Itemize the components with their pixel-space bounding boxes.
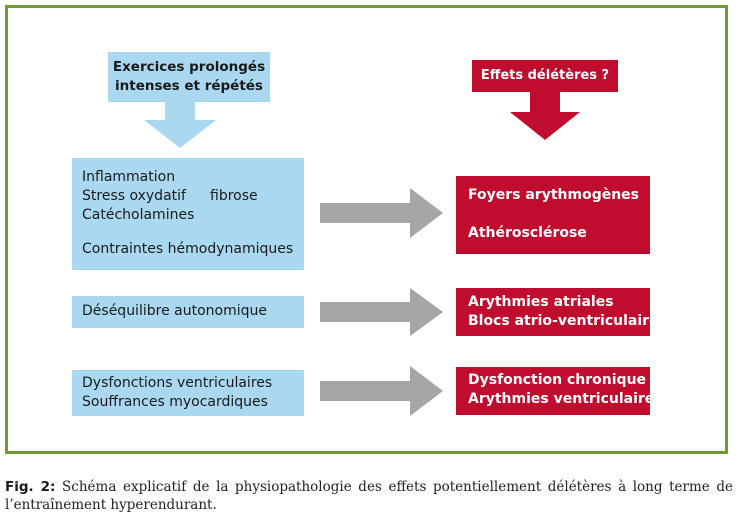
row1-right-box [456,176,650,254]
figure-caption [5,478,733,514]
row3-cause-2: Souffrances myocardiques [82,394,268,410]
row1-arrow [320,188,443,238]
row2-arrow [320,288,443,336]
row2-effect-1: Arythmies atriales [468,294,614,310]
row3-left-box [72,370,304,416]
cause-box [108,52,270,102]
row2-right-box [456,288,667,336]
row1-left-box [72,158,304,270]
cause-line-1: Exercices prolongés [112,59,266,75]
effects-box [472,60,618,92]
row3-arrow [320,366,443,416]
cause-down-arrow [144,100,216,148]
row1-item-stress: Stress oxydatif [82,188,186,204]
row3-right-box [456,367,663,415]
row1-item-catecholamines: Catécholamines [82,207,195,223]
row1-effect-1: Foyers arythmogènes [468,187,640,203]
caption-label: Fig. 2: [5,479,56,495]
effects-down-arrow [510,90,580,140]
row1-extra: Contraintes hémodynamiques [82,241,294,257]
brace-label: fibrose [210,188,258,204]
row3-effect-1: Dysfonction chronique [468,372,647,388]
row2-cause: Déséquilibre autonomique [82,303,267,319]
row3-effect-2: Arythmies ventriculaires [468,391,663,407]
cause-line-2: intenses et répétés [115,78,263,94]
row2-left-box [72,296,304,328]
row2-effect-2: Blocs atrio-ventriculaires [468,313,667,329]
caption-text: Schéma explicatif de la physiopathologie des effets potentiellement délétères à long terme de l’entraînement hyperendurant. [5,479,733,513]
row1-item-inflammation: Inflammation [82,169,176,185]
row3-cause-1: Dysfonctions ventriculaires [82,375,273,391]
effects-title: Effets délétères ? [480,68,610,83]
row1-effect-2: Athérosclérose [468,225,587,241]
